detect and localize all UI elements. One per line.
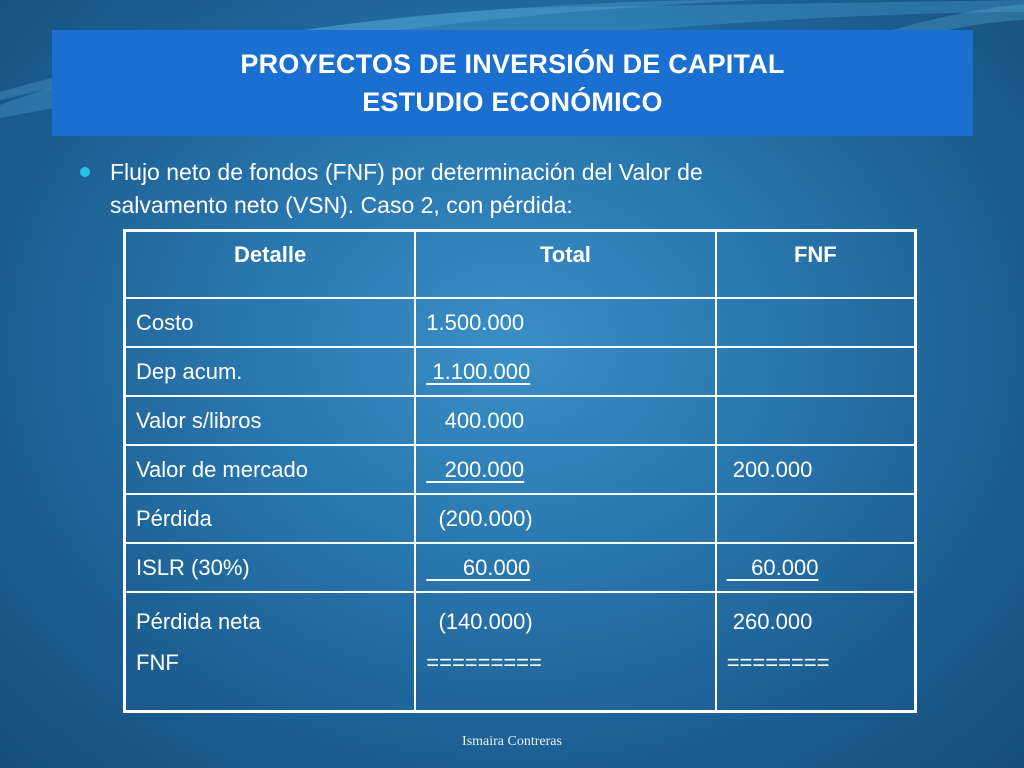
cell-total: 1.500.000 — [415, 298, 715, 347]
table-header-row — [125, 231, 916, 299]
cell-total — [415, 445, 715, 494]
table-row — [125, 298, 916, 347]
fnf-label: FNF — [136, 650, 179, 675]
table-row — [125, 543, 916, 592]
cell-fnf — [716, 298, 916, 347]
cell-detalle: Costo — [125, 298, 416, 347]
total-double-rule: ========= — [426, 650, 542, 675]
cell-total-value: 200.000 — [426, 456, 525, 482]
cell-total: 400.000 — [415, 396, 715, 445]
fnf-total-value: 260.000 — [726, 609, 813, 634]
fnf-double-rule: ======== — [726, 650, 830, 675]
cell-detalle: Dep acum. — [125, 347, 416, 396]
table-row — [125, 396, 916, 445]
cell-detalle: ISLR (30%) — [125, 543, 416, 592]
cell-detalle: Valor de mercado — [125, 445, 416, 494]
table-row — [125, 445, 916, 494]
cell-detalle: Pérdida — [125, 494, 416, 543]
table-row-total — [125, 592, 916, 712]
perdida-neta-value: (140.000) — [426, 609, 533, 634]
cell-total — [415, 347, 715, 396]
fnf-table — [123, 229, 917, 713]
cell-fnf — [716, 494, 916, 543]
perdida-neta-label: Pérdida neta — [136, 609, 261, 634]
bullet-dot-icon — [80, 167, 90, 177]
cell-total: (200.000) — [415, 494, 715, 543]
bullet-item — [80, 156, 800, 222]
cell-total-value: 1.100.000 — [426, 358, 531, 384]
cell-detalle: Valor s/libros — [125, 396, 416, 445]
cell-fnf — [716, 396, 916, 445]
title-banner — [52, 30, 973, 136]
footer-author: Ismaira Contreras — [462, 734, 562, 749]
cell-total-value: 60.000 — [426, 554, 531, 580]
table-row — [125, 347, 916, 396]
cell-fnf — [716, 543, 916, 592]
cell-fnf: 200.000 — [716, 445, 916, 494]
cell-total — [415, 592, 715, 712]
title-line-2: ESTUDIO ECONÓMICO — [362, 87, 663, 117]
cell-fnf — [716, 592, 916, 712]
header-fnf: FNF — [716, 231, 916, 299]
cell-fnf-value: 60.000 — [726, 554, 819, 580]
bullet-text: Flujo neto de fondos (FNF) por determinación del Valor de salvamento neto (VSN). Caso 2, con pérdida: — [110, 159, 703, 218]
cell-detalle — [125, 592, 416, 712]
header-detalle: Detalle — [125, 231, 416, 299]
cell-total — [415, 543, 715, 592]
cell-fnf — [716, 347, 916, 396]
title-line-1: PROYECTOS DE INVERSIÓN DE CAPITAL — [240, 49, 785, 79]
header-total: Total — [415, 231, 715, 299]
table-row — [125, 494, 916, 543]
